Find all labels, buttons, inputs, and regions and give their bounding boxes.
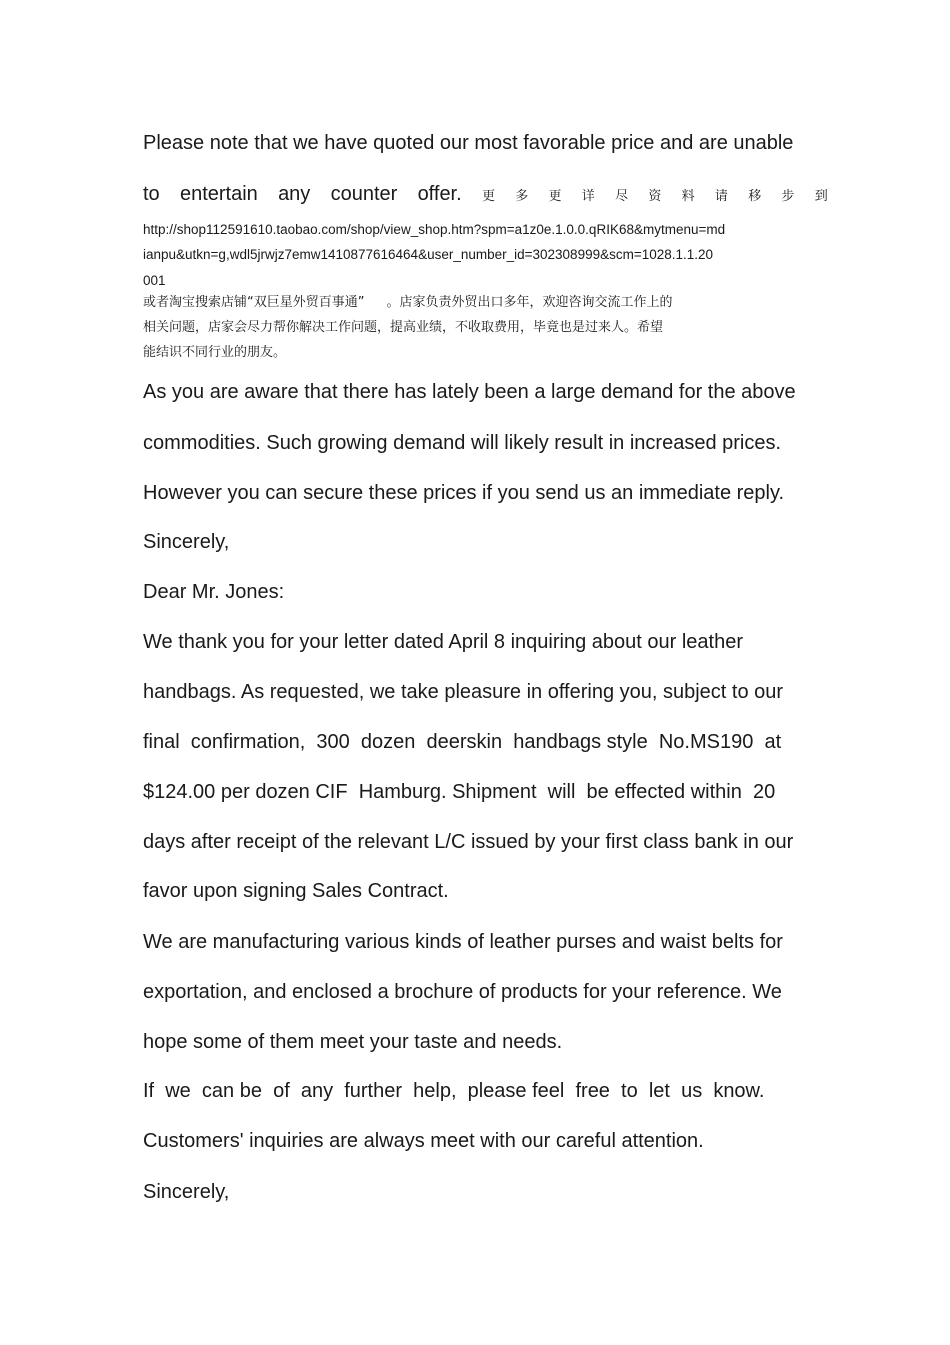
cjk-char: 详 — [581, 189, 595, 204]
text-line: handbags. As requested, we take pleasure in offering you, subject to our — [143, 681, 784, 703]
shop-url-line: http://shop112591610.taobao.com/shop/view_shop.htm?spm=a1z0e.1.0.0.qRIK68&mytmenu=md — [143, 222, 726, 237]
word: any — [278, 183, 311, 205]
cjk-char: 请 — [714, 189, 728, 204]
text-line: We are manufacturing various kinds of leather purses and waist belts for — [143, 931, 783, 953]
text-line: $124.00 per dozen CIF Hamburg. Shipment will be effected within 20 — [143, 781, 776, 803]
word: counter — [330, 183, 398, 205]
cjk-char: 资 — [648, 189, 662, 204]
cjk-char: 到 — [814, 189, 828, 204]
text-line: exportation, and enclosed a brochure of products for your reference. We — [143, 981, 782, 1003]
cjk-char: 更 — [548, 189, 562, 204]
cjk-char: 料 — [681, 189, 695, 204]
cjk-char: 步 — [781, 189, 795, 204]
closing: Sincerely, — [143, 531, 230, 553]
shop-url-line: ianpu&utkn=g,wdl5jrwjz7emw1410877616464&user_number_id=302308999&scm=1028.1.1.20 — [143, 247, 714, 262]
text-line: We thank you for your letter dated April 8 inquiring about our leather — [143, 631, 743, 653]
salutation: Dear Mr. Jones: — [143, 581, 285, 603]
shop-url-line: 001 — [143, 273, 166, 288]
word: entertain — [179, 183, 258, 205]
cjk-char: 尽 — [615, 189, 629, 204]
ad-text-line — [143, 294, 673, 312]
cjk-char: 移 — [748, 189, 762, 204]
ad-text-part: 。店家负责外贸出口多年，欢迎咨询交流工作上的 — [386, 295, 673, 310]
text-line-mixed — [143, 182, 828, 209]
text-line: final confirmation, 300 dozen deerskin handbags style No.MS190 at — [143, 731, 782, 753]
closing: Sincerely, — [143, 1181, 230, 1203]
text-line: Customers' inquiries are always meet with our careful attention. — [143, 1130, 704, 1152]
ad-text-line: 能结识不同行业的朋友。 — [143, 345, 287, 360]
text-line: commodities. Such growing demand will likely result in increased prices. — [143, 432, 782, 454]
text-line: If we can be of any further help, please feel free to let us know. — [143, 1080, 765, 1102]
ad-text-part: 或者淘宝搜索店铺“双巨星外贸百事通” — [143, 295, 365, 310]
text-line: However you can secure these prices if you send us an immediate reply. — [143, 482, 785, 504]
word: to — [143, 183, 160, 205]
text-line: hope some of them meet your taste and needs. — [143, 1031, 563, 1053]
cjk-char: 多 — [515, 189, 529, 204]
text-line: days after receipt of the relevant L/C issued by your first class bank in our — [143, 831, 794, 853]
text-line: As you are aware that there has lately been a large demand for the above — [143, 381, 796, 403]
word: offer. — [417, 183, 462, 205]
cjk-char: 更 — [481, 189, 495, 204]
ad-text-line: 相关问题，店家会尽力帮你解决工作问题，提高业绩，不收取费用，毕竟也是过来人。希望 — [143, 320, 664, 335]
text-line: favor upon signing Sales Contract. — [143, 880, 449, 902]
text-line: Please note that we have quoted our most favorable price and are unable — [143, 132, 794, 154]
